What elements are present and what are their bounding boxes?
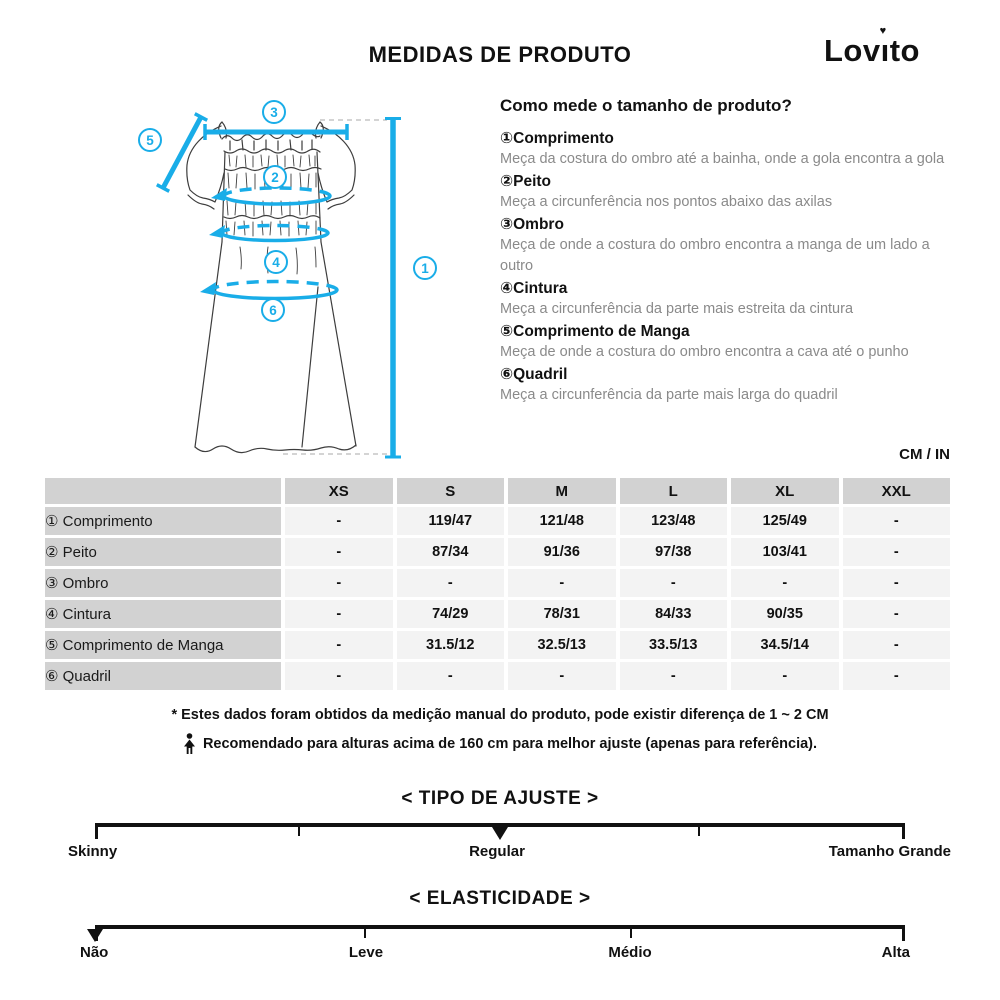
header-size: XL	[731, 478, 839, 504]
svg-text:1: 1	[421, 261, 429, 276]
row-label: ⑤ Comprimento de Manga	[45, 631, 281, 659]
cell-value: -	[843, 662, 951, 690]
row-label: ① Comprimento	[45, 507, 281, 535]
svg-text:3: 3	[270, 105, 278, 120]
elasticity-label-nao: Não	[80, 944, 109, 961]
scale-tick	[630, 929, 633, 938]
cell-value: -	[285, 538, 393, 566]
header-size: XXL	[843, 478, 951, 504]
howto-item-label: ②Peito	[500, 173, 552, 190]
elasticity-label-leve: Leve	[348, 944, 384, 961]
howto-item	[500, 128, 958, 170]
cell-value: 91/36	[508, 538, 616, 566]
cell-value: 34.5/14	[731, 631, 839, 659]
howto-item	[500, 278, 958, 320]
scale-tick	[698, 827, 701, 836]
badge-5	[139, 129, 161, 151]
cell-value: 121/48	[508, 507, 616, 535]
cell-value: -	[397, 569, 505, 597]
howto-item-desc: Meça de onde a costura do ombro encontra a manga de um lado a outro	[500, 237, 930, 274]
table-row	[45, 569, 950, 597]
svg-text:2: 2	[271, 170, 279, 185]
elasticity-label-medio: Médio	[608, 944, 652, 961]
elasticity-marker	[87, 929, 103, 942]
table-header-row	[45, 478, 950, 504]
cell-value: 97/38	[620, 538, 728, 566]
measurement-note: * Estes dados foram obtidos da medição manual do produto, pode existir diferença de 1 ~ 2 CM	[171, 707, 829, 723]
page-title: MEDIDAS DE PRODUTO	[368, 42, 632, 67]
fit-label-regular: Regular	[469, 843, 525, 860]
header-size: S	[397, 478, 505, 504]
elasticity-label-alta: Alta	[881, 944, 910, 961]
badge-1	[414, 257, 436, 279]
cell-value: -	[731, 569, 839, 597]
header-size: L	[620, 478, 728, 504]
cell-value: 74/29	[397, 600, 505, 628]
howto-item	[500, 171, 958, 213]
cell-value: 32.5/13	[508, 631, 616, 659]
heart-icon: ♥	[879, 25, 887, 37]
table-row	[45, 662, 950, 690]
chest-measure-ellipse	[211, 188, 330, 204]
cell-value: 31.5/12	[397, 631, 505, 659]
badge-4	[265, 251, 287, 273]
cell-value: -	[731, 662, 839, 690]
fit-scale-line	[95, 823, 905, 827]
scale-tick	[902, 827, 905, 839]
length-measure-arrow	[385, 119, 401, 458]
scale-tick	[95, 827, 98, 839]
svg-text:6: 6	[269, 303, 277, 318]
howto-item	[500, 214, 958, 277]
howto-item	[500, 321, 958, 363]
elasticity-scale-title: < ELASTICIDADE >	[409, 888, 591, 909]
row-label: ③ Ombro	[45, 569, 281, 597]
cell-value: -	[843, 507, 951, 535]
cell-value: -	[508, 662, 616, 690]
cell-value: -	[843, 569, 951, 597]
scale-tick	[902, 929, 905, 941]
howto-item-desc: Meça a circunferência nos pontos abaixo das axilas	[500, 194, 833, 210]
cell-value: 123/48	[620, 507, 728, 535]
howto-item-label: ⑥Quadril	[500, 366, 568, 383]
howto-section	[500, 96, 958, 406]
fit-marker	[492, 827, 508, 840]
size-table	[41, 475, 954, 693]
howto-item-label: ⑤Comprimento de Manga	[500, 323, 690, 340]
cell-value: -	[620, 569, 728, 597]
brand-logo: Lovı ♥ to	[823, 25, 920, 68]
cell-value: 84/33	[620, 600, 728, 628]
garment-measurement-diagram	[100, 95, 480, 480]
cell-value: 119/47	[397, 507, 505, 535]
cell-value: -	[285, 662, 393, 690]
scale-tick	[298, 827, 301, 836]
table-row	[45, 631, 950, 659]
cell-value: -	[397, 662, 505, 690]
cell-value: 125/49	[731, 507, 839, 535]
badge-6	[262, 299, 284, 321]
fit-label-tamanho-grande: Tamanho Grande	[828, 843, 951, 860]
howto-heading: Como mede o tamanho de produto?	[500, 96, 792, 115]
badge-2	[264, 166, 286, 188]
howto-item-desc: Meça a circunferência da parte mais estreita da cintura	[500, 301, 854, 317]
howto-item-label: ③Ombro	[500, 216, 564, 233]
cell-value: -	[285, 569, 393, 597]
unit-label: CM / IN	[899, 446, 950, 463]
howto-item-desc: Meça a circunferência da parte mais larga do quadril	[500, 387, 838, 403]
cell-value: -	[285, 631, 393, 659]
table-row	[45, 538, 950, 566]
cell-value: -	[285, 600, 393, 628]
svg-text:5: 5	[146, 133, 154, 148]
person-icon	[183, 733, 196, 755]
hip-measure-ellipse	[200, 282, 337, 299]
cell-value: 78/31	[508, 600, 616, 628]
cell-value: -	[843, 538, 951, 566]
cell-value: 90/35	[731, 600, 839, 628]
height-note-text: Recomendado para alturas acima de 160 cm para melhor ajuste (apenas para referência).	[202, 736, 818, 752]
howto-item-label: ①Comprimento	[500, 130, 614, 147]
cell-value: -	[508, 569, 616, 597]
howto-item-desc: Meça de onde a costura do ombro encontra a cava até o punho	[500, 344, 909, 360]
row-label: ② Peito	[45, 538, 281, 566]
howto-item	[500, 364, 958, 406]
svg-text:4: 4	[272, 255, 280, 270]
header-empty	[45, 478, 281, 504]
cell-value: -	[843, 631, 951, 659]
table-row	[45, 507, 950, 535]
cell-value: 33.5/13	[620, 631, 728, 659]
sleeve-measure-arrow	[157, 114, 207, 192]
howto-item-label: ④Cintura	[500, 280, 568, 297]
fit-label-skinny: Skinny	[68, 843, 118, 860]
height-note	[0, 733, 1000, 755]
table-row	[45, 600, 950, 628]
cell-value: -	[843, 600, 951, 628]
elasticity-scale-line	[95, 925, 905, 929]
cell-value: -	[285, 507, 393, 535]
cell-value: 103/41	[731, 538, 839, 566]
row-label: ④ Cintura	[45, 600, 281, 628]
fit-scale-title: < TIPO DE AJUSTE >	[401, 788, 599, 809]
badge-3	[263, 101, 285, 123]
row-label: ⑥ Quadril	[45, 662, 281, 690]
scale-tick	[364, 929, 367, 938]
header-size: M	[508, 478, 616, 504]
howto-item-desc: Meça da costura do ombro até a bainha, onde a gola encontra a gola	[500, 151, 945, 167]
cell-value: -	[620, 662, 728, 690]
header-size: XS	[285, 478, 393, 504]
cell-value: 87/34	[397, 538, 505, 566]
